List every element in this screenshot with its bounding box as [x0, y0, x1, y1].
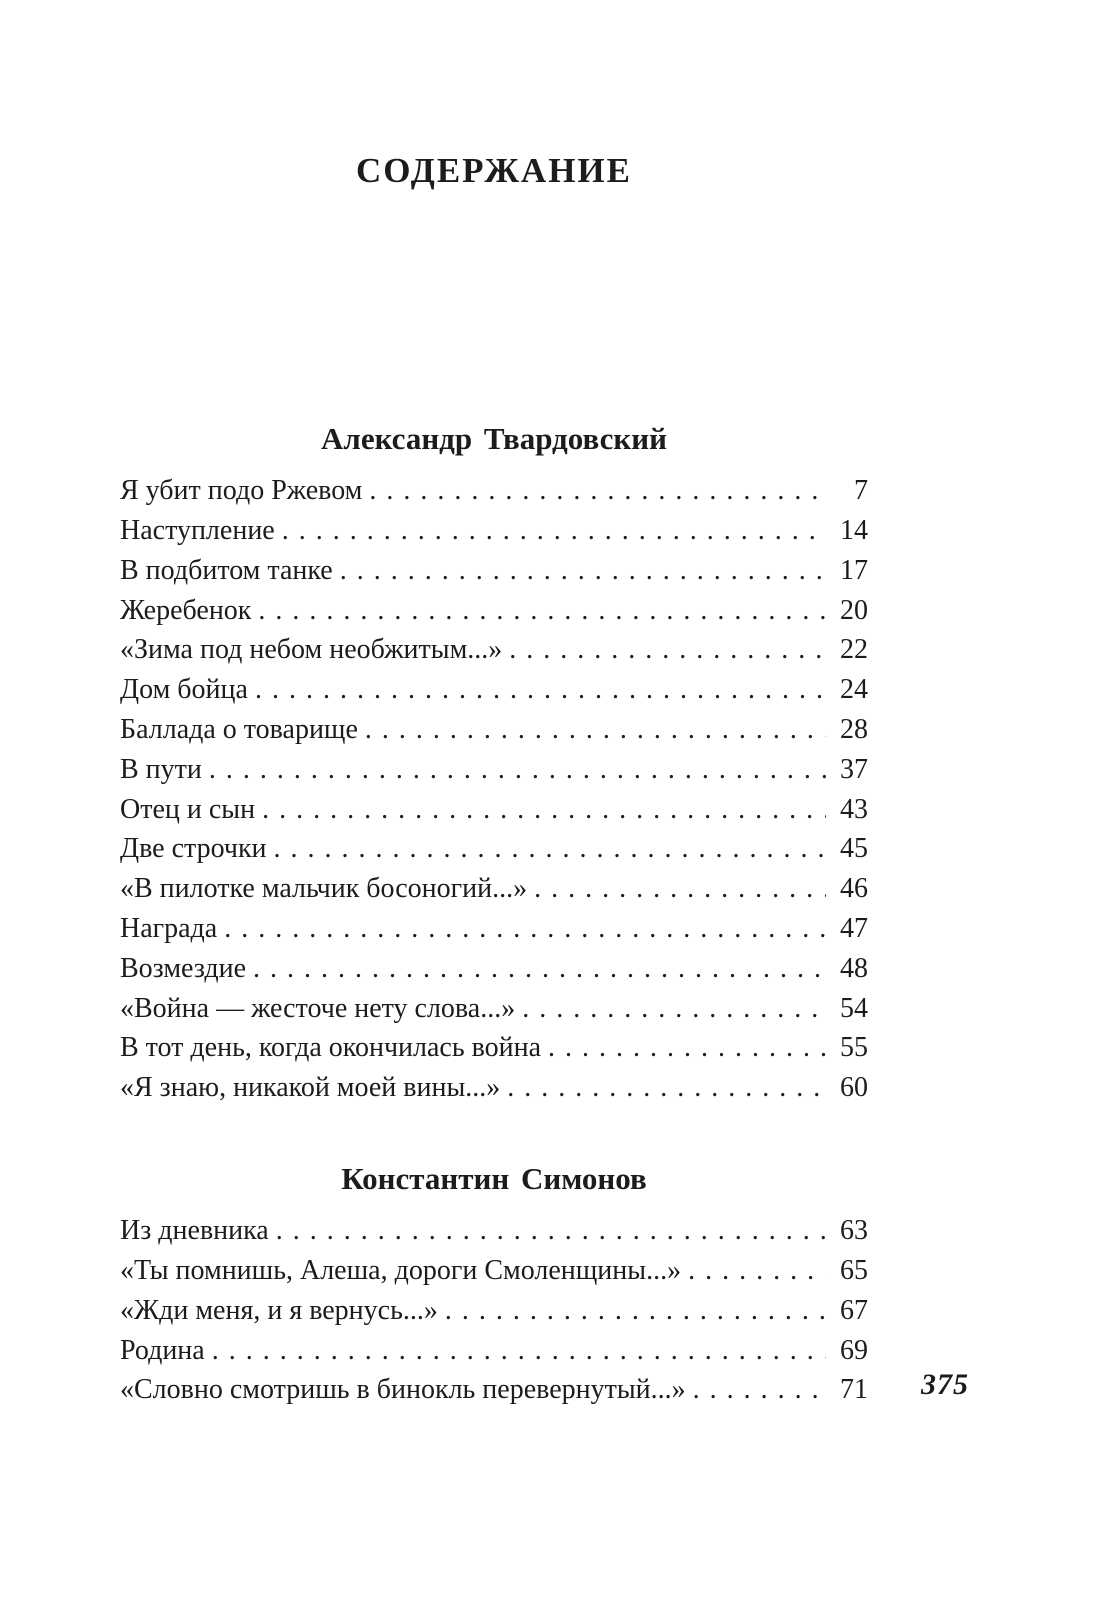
toc-entry-title: Родина	[120, 1334, 205, 1366]
toc-entry	[120, 1370, 868, 1410]
toc-entry	[120, 630, 868, 670]
toc-entry-title: В подбитом танке	[120, 554, 333, 586]
toc-entry	[120, 1291, 868, 1331]
toc-entry-page: 48	[840, 952, 868, 984]
toc-entry	[120, 710, 868, 750]
section-entries	[120, 1211, 868, 1410]
toc-entry-page: 69	[840, 1334, 868, 1366]
dot-leader	[255, 670, 826, 710]
dot-leader	[262, 790, 826, 830]
toc-entry	[120, 511, 868, 551]
toc-entry-title: «Зима под небом необжитым...»	[120, 634, 503, 666]
toc-entry-title: Из дневника	[120, 1215, 269, 1247]
toc-entry	[120, 1211, 868, 1251]
dot-leader	[209, 750, 826, 790]
toc-entry-title: Наступление	[120, 514, 275, 546]
toc-entry-title: Жеребенок	[120, 594, 252, 626]
toc-entry-page: 43	[840, 793, 868, 825]
toc-entry	[120, 989, 868, 1029]
toc-entry-page: 71	[840, 1374, 868, 1406]
toc-entry-page: 45	[840, 833, 868, 865]
toc-entry-title: Я убит подо Ржевом	[120, 475, 363, 507]
toc-entry-page: 28	[840, 713, 868, 745]
dot-leader	[445, 1291, 826, 1331]
toc-entry-title: Дом бойца	[120, 674, 248, 706]
toc-entry-title: В пути	[120, 753, 202, 785]
toc-entry-title: «Словно смотришь в бинокль перевернутый...»	[120, 1374, 686, 1406]
toc-entry-title: В тот день, когда окончилась война	[120, 1032, 542, 1064]
toc-entry	[120, 591, 868, 631]
dot-leader	[522, 989, 826, 1029]
toc-section	[120, 1160, 868, 1410]
toc-entry-title: «В пилотке мальчик босоногий...»	[120, 873, 528, 905]
section-author: Константин Симонов	[341, 1160, 647, 1196]
toc-entry	[120, 471, 868, 511]
toc-entry-title: Награда	[120, 912, 218, 944]
toc-entry	[120, 909, 868, 949]
toc-entry-page: 7	[854, 475, 868, 507]
toc-entry-page: 17	[840, 554, 868, 586]
toc-entry	[120, 829, 868, 869]
toc-entry	[120, 1331, 868, 1371]
section-author: Александр Твардовский	[321, 421, 667, 456]
page-title: СОДЕРЖАНИЕ	[355, 151, 632, 190]
toc-sections	[120, 420, 868, 1410]
toc-entry-page: 22	[840, 634, 868, 666]
toc-entry-page: 54	[840, 992, 868, 1024]
section-entries	[120, 471, 868, 1108]
toc-entry-page: 46	[840, 873, 868, 905]
dot-leader	[365, 710, 826, 750]
toc-entry	[120, 1068, 868, 1108]
toc-section	[120, 420, 868, 1108]
dot-leader	[340, 551, 826, 591]
toc-entry	[120, 750, 868, 790]
toc-entry	[120, 790, 868, 830]
toc-entry-title: «Ты помнишь, Алеша, дороги Смоленщины...»	[120, 1254, 682, 1286]
dot-leader	[258, 591, 826, 631]
toc-entry-title: Отец и сын	[120, 793, 256, 825]
toc-entry-page: 60	[840, 1072, 868, 1104]
toc-entry-page: 24	[840, 674, 868, 706]
toc-entry	[120, 1251, 868, 1291]
toc-entry	[120, 869, 868, 909]
toc-entry-page: 14	[840, 514, 868, 546]
dot-leader	[534, 869, 826, 909]
toc-entry-page: 20	[840, 594, 868, 626]
toc-entry	[120, 949, 868, 989]
toc-entry-page: 65	[840, 1254, 868, 1286]
toc-entry-title: «Я знаю, никакой моей вины...»	[120, 1072, 501, 1104]
dot-leader	[276, 1211, 826, 1251]
toc-entry-title: «Война — жесточе нету слова...»	[120, 992, 516, 1024]
dot-leader	[688, 1251, 826, 1291]
toc-entry-title: Две строчки	[120, 833, 267, 865]
dot-leader	[548, 1028, 826, 1068]
dot-leader	[507, 1068, 826, 1108]
toc-entry-page: 67	[840, 1294, 868, 1326]
dot-leader	[274, 829, 826, 869]
toc-entry-title: Баллада о товарище	[120, 713, 358, 745]
dot-leader	[212, 1331, 826, 1371]
toc-entry-page: 47	[840, 912, 868, 944]
dot-leader	[369, 471, 826, 511]
dot-leader	[509, 630, 826, 670]
toc-entry-page: 63	[840, 1215, 868, 1247]
folio-page-number: 375	[921, 1368, 969, 1401]
dot-leader	[282, 511, 826, 551]
dot-leader	[224, 909, 826, 949]
toc-entry-page: 55	[840, 1032, 868, 1064]
toc-entry-title: Возмездие	[120, 952, 247, 984]
toc-entry	[120, 670, 868, 710]
dot-leader	[253, 949, 826, 989]
toc-entry	[120, 1028, 868, 1068]
toc-entry-page: 37	[840, 753, 868, 785]
dot-leader	[693, 1370, 826, 1410]
toc-entry-title: «Жди меня, и я вернусь...»	[120, 1294, 438, 1326]
toc-entry	[120, 551, 868, 591]
